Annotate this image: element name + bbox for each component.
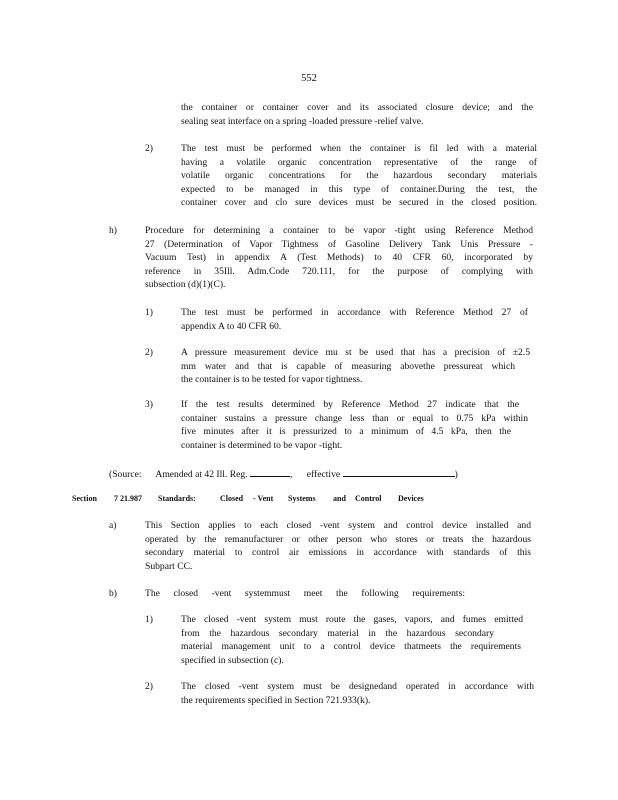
paragraph-b1 — [181, 613, 523, 667]
section-title-word: Systems — [288, 494, 316, 503]
text-line: The closed -vent system must be designedand operated in accordance with — [181, 681, 534, 692]
text-line: reference in 35Ill. Adm.Code 720.111, for the purpose of complying with — [145, 265, 533, 277]
paragraph-g2 — [181, 142, 537, 210]
paragraph-h — [145, 224, 533, 292]
item-label-b: b) — [109, 588, 117, 599]
text-line: If the test results determined by Reference Method 27 indicate that the — [181, 399, 519, 410]
section-title-word: Closed — [220, 494, 244, 503]
section-title-word: and — [333, 494, 346, 503]
item-label-g2: 2) — [145, 143, 153, 154]
section-title-word: - Vent — [253, 494, 274, 503]
section-title-word: Control — [355, 494, 382, 503]
text-line: This Section applies to each closed -vent system and control device installed and — [145, 520, 531, 531]
paragraph-h1 — [181, 306, 528, 333]
text-line: secondary material to control air emissions in accordance with standards of this — [145, 547, 531, 559]
text-line: having a volatile organic concentration representative of the range of — [181, 156, 537, 168]
source-amended: Amended at 42 Ill. Reg. — [155, 469, 248, 480]
text-line: container sustains a pressure change less than or equal to 0.75 kPa within — [181, 412, 528, 424]
effective-date-blank — [343, 466, 455, 477]
item-label-b1: 1) — [145, 614, 153, 625]
paragraph-b2 — [181, 680, 534, 707]
paragraph-continuation — [181, 101, 533, 128]
page-number: 552 — [301, 73, 317, 84]
source-prefix: (Source: — [109, 469, 142, 480]
text-line: Subpart CC. — [145, 560, 193, 572]
source-close: ) — [454, 469, 458, 480]
text-line: expected to be managed in this type of container.During the test, the — [181, 183, 537, 195]
paragraph-h2 — [181, 346, 530, 387]
text-line: container is determined to be vapor -tight. — [181, 439, 343, 451]
text-line: operated by the remanufacturer or other person who stores or treats the hazardous — [145, 533, 531, 545]
item-label-a: a) — [109, 520, 117, 531]
text-line: five minutes after it is pressurized to a minimum of 4.5 kPa, then the — [181, 426, 511, 438]
text-line: appendix A to 40 CFR 60. — [181, 320, 282, 332]
text-line: The closed -vent system must route the gases, vapors, and fumes emitted — [181, 614, 523, 625]
paragraph-b — [145, 587, 465, 601]
text-line: specified in subsection (c). — [181, 654, 284, 666]
text-line: A pressure measurement device mu st be used that has a precision of ±2.5 — [181, 347, 530, 358]
paragraph-h3 — [181, 398, 528, 452]
text-line: 27 (Determination of Vapor Tightness of Gasoline Delivery Tank Unis Pressure - — [145, 238, 533, 250]
item-label-h3: 3) — [145, 399, 153, 410]
register-blank — [250, 466, 290, 477]
text-line: Vacuum Test) in appendix A (Test Methods) to 40 CFR 60, incorporated by — [145, 252, 533, 264]
item-label-b2: 2) — [145, 681, 153, 692]
item-label-h2: 2) — [145, 347, 153, 358]
text-line: volatile organic concentrations for the hazardous secondary materials — [181, 170, 537, 182]
text-line: the container is to be tested for vapor tightness. — [181, 374, 363, 386]
source-comma: , — [289, 469, 293, 480]
text-line: The test must be performed in accordance with Reference Method 27 of — [181, 307, 528, 318]
section-title-word: Standards: — [158, 494, 196, 503]
source-note — [109, 466, 458, 482]
paragraph-a — [145, 519, 531, 573]
section-title-word: Devices — [398, 494, 424, 503]
text-line: The closed -vent systemmust meet the following requirements: — [145, 588, 465, 599]
section-label: Section — [72, 494, 97, 503]
text-line: material management unit to a control device thatmeets the requirements — [181, 641, 521, 653]
text-line: the container or container cover and its associated closure device; and the — [181, 102, 533, 113]
text-line: from the hazardous secondary material in the hazardous secondary — [181, 627, 494, 639]
text-line: mm water and that is capable of measuring abovethe pressureat which — [181, 360, 515, 372]
text-line: container cover and clo sure devices must be secured in the closed position. — [181, 197, 537, 209]
text-line: The test must be performed when the container is fil led with a material — [181, 143, 537, 154]
source-effective: effective — [306, 469, 341, 480]
item-label-h: h) — [109, 225, 117, 236]
text-line: the requirements specified in Section 721.933(k). — [181, 694, 371, 706]
item-label-h1: 1) — [145, 307, 153, 318]
text-line: subsection (d)(1)(C). — [145, 279, 226, 291]
text-line: Procedure for determining a container to be vapor -tight using Reference Method — [145, 225, 533, 236]
section-number: 7 21.987 — [114, 494, 142, 503]
text-line: sealing seat interface on a spring -loaded pressure -relief valve. — [181, 115, 424, 127]
